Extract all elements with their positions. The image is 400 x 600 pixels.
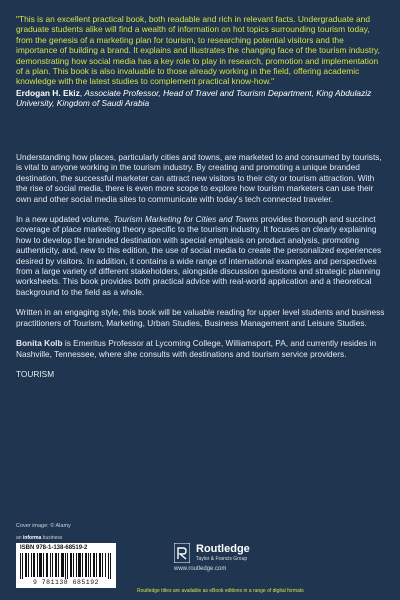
endorsement-quote bbox=[16, 14, 386, 109]
book-description bbox=[16, 152, 386, 389]
isbn-number: ISBN 978-1-138-68519-2 bbox=[20, 545, 88, 551]
description-paragraph-2 bbox=[16, 214, 386, 297]
publisher-name: Routledge bbox=[196, 543, 250, 555]
publisher-tagline: Taylor & Francis Group bbox=[196, 556, 248, 562]
informa-business-label bbox=[16, 535, 62, 541]
subject-category: TOURISM bbox=[16, 368, 55, 379]
ebook-availability-note: Routledge titles are available as eBook editions in a range of digital formats bbox=[137, 588, 304, 594]
author-name: Bonita Kolb bbox=[16, 338, 63, 349]
quote-author-name: Erdogan H. Ekiz bbox=[16, 87, 80, 98]
business-label-brand: informa bbox=[22, 535, 42, 541]
author-bio bbox=[16, 338, 386, 359]
business-label-suffix: business bbox=[41, 535, 63, 541]
business-label-prefix: an bbox=[16, 535, 23, 541]
book-title-inline: Tourism Marketing for Cities and Towns bbox=[113, 214, 259, 225]
quote-author-title: Associate Professor, Head of Travel and Tourism Department, King Abdulaziz University, Kingdom of Saudi Arabia bbox=[16, 87, 372, 109]
author-bio-text: is Emeritus Professor at Lycoming College, Williamsport, PA, and currently resides in Nashville, Tennessee, where she consults with destinations and tourism service providers. bbox=[16, 338, 377, 359]
publisher-url[interactable]: www.routledge.com bbox=[174, 566, 227, 572]
quote-attribution: Erdogan H. Ekiz, Associate Professor, Head of Travel and Tourism Department, King Abdulaziz University, Kingdom of Saudi Arabia bbox=[16, 87, 372, 109]
paragraph2-intro: In a new updated volume, bbox=[16, 214, 114, 225]
routledge-logo-icon bbox=[174, 543, 190, 563]
description-paragraph-3: Written in an engaging style, this book will be valuable reading for upper level students and business practitioners of Tourism, Marketing, Urban Studies, Business Management and Leisure Studies. bbox=[16, 307, 385, 328]
paragraph2-rest: provides thorough and succinct coverage of place marketing theory specific to the tourism industry. It focuses on clearly explaining how to develop the branded destination with special emphasis on product analysis, promoting authenticity, and, new to this edition, the use of social media to create the personalized experiences desired by visitors. In addition, it contains a wide range of international examples and perspectives from a large variety of different stakeholders, alongside discussion questions and strategic planning worksheets. This book provides both practical advice with real-world application and a theoretical background to the field as a whole. bbox=[16, 214, 382, 297]
barcode-icon bbox=[20, 553, 112, 579]
barcode-digits: 9 781138 685192 bbox=[32, 579, 99, 586]
cover-image-credit: Cover image: © Alamy bbox=[16, 523, 71, 529]
description-paragraph-1: Understanding how places, particularly cities and towns, are marketed to and consumed by tourists, is vital to anyone working in the tourism industry. By creating and promoting a unique branded destination, the successful marketer can attract new visitors to their city or tourism attraction. With the rise of social media, there is even more scope to explore how tourism marketers can use their own and other social media sites to communicate with today's tech connected traveler. bbox=[16, 152, 382, 204]
publisher-block bbox=[174, 543, 314, 583]
isbn-barcode-box bbox=[16, 543, 116, 588]
quote-text: "This is an excellent practical book, both readable and rich in relevant facts. Undergraduate and graduate students alike will find a wealth of information on hot topics surrounding tourism today, from the genesis of a marketing plan for tourism, to researching potential visitors and the importance of building a brand. It explains and illustrates the changing face of the tourism industry, demonstrating how social media has a key role to play in research, promotion and implementation of a plan. This book is also invaluable to those already working in the field, offering academic knowledge with the latest studies to complement practical know-how." bbox=[16, 14, 380, 87]
